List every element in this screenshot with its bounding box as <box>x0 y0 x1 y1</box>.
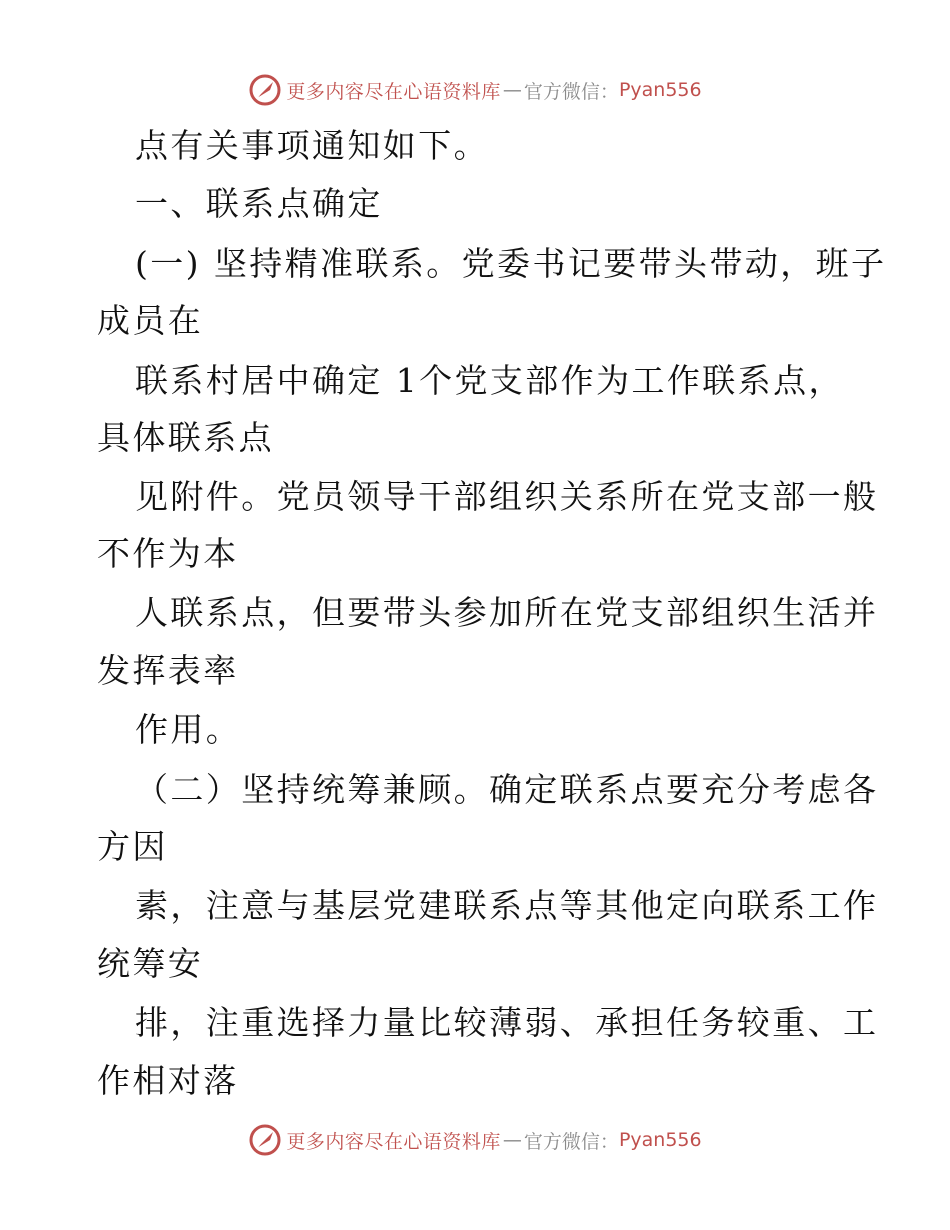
text-line: 作相对落 <box>97 1061 239 1100</box>
text-line: 作用。 <box>135 710 242 749</box>
text-line: 排，注重选择力量比较薄弱、承担任务较重、工 <box>135 1003 879 1042</box>
text-line: 见附件。党员领导干部组织关系所在党支部一般 <box>135 477 879 516</box>
watermark-wechat-label: 官方微信： <box>523 80 619 103</box>
text-line: 一、联系点确定 <box>135 184 383 223</box>
footer-watermark <box>0 1120 950 1160</box>
text-line: (一) 坚持精准联系。党委书记要带头带动，班子 <box>135 244 887 283</box>
text-line: 统筹安 <box>97 944 204 983</box>
text-line: 点有关事项通知如下。 <box>135 126 489 165</box>
watermark-text: 更多内容尽在心语资料库 <box>286 80 501 103</box>
text-line: 不作为本 <box>97 534 239 573</box>
watermark-wechat-id: Pyan556 <box>618 1129 702 1151</box>
watermark-wechat-label: 官方微信： <box>523 1130 619 1153</box>
text-line: 发挥表率 <box>97 651 239 690</box>
text-line: 方因 <box>97 827 168 866</box>
watermark-text: 更多内容尽在心语资料库 <box>286 1130 501 1153</box>
watermark-dash: — <box>502 1129 522 1151</box>
watermark-wechat-id: Pyan556 <box>618 79 702 101</box>
feather-logo-icon <box>248 73 282 107</box>
text-line: 成员在 <box>97 301 204 340</box>
text-line: 人联系点，但要带头参加所在党支部组织生活并 <box>135 593 879 632</box>
feather-logo-icon <box>248 1123 282 1157</box>
header-watermark <box>0 70 950 110</box>
text-line: 联系村居中确定 1个党支部作为工作联系点， <box>135 361 844 400</box>
watermark-dash: — <box>502 79 522 101</box>
text-line: 素，注意与基层党建联系点等其他定向联系工作 <box>135 886 879 925</box>
text-line: （二）坚持统筹兼顾。确定联系点要充分考虑各 <box>135 770 879 809</box>
text-line: 具体联系点 <box>97 418 274 457</box>
